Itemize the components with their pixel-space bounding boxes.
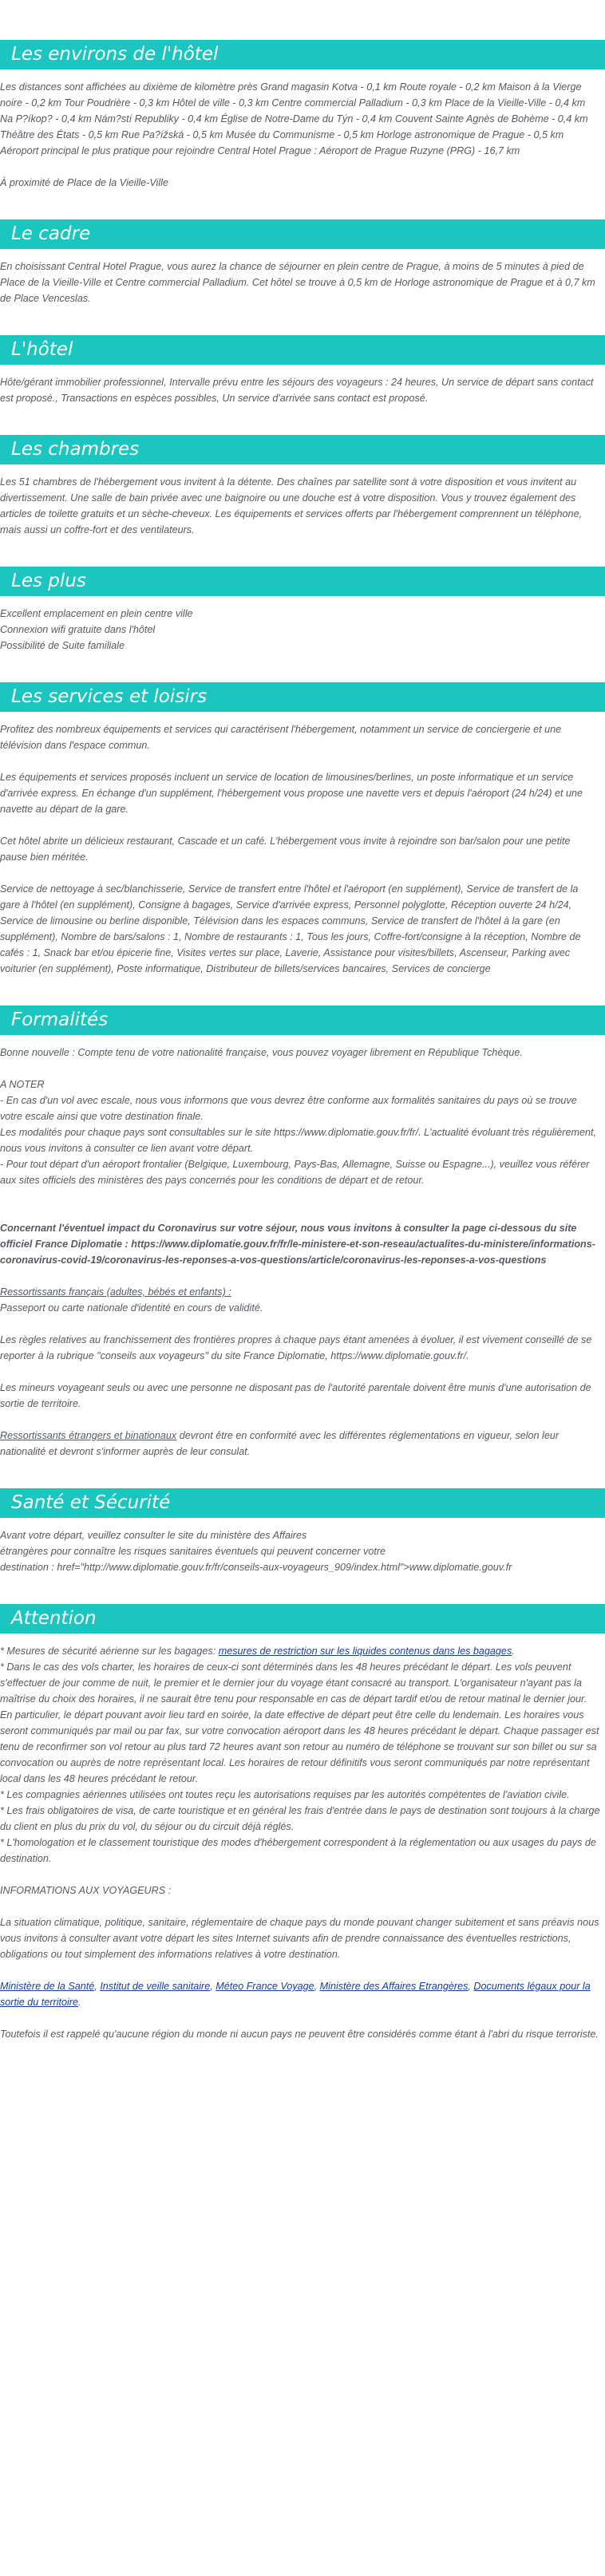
luggage-notice [0, 1643, 600, 1659]
section-title-sante: Santé et Sécurité [0, 1488, 605, 1518]
link-separator: , [94, 1981, 101, 1992]
useful-links [0, 1978, 600, 2010]
section-environs [0, 40, 605, 219]
section-plus [0, 567, 605, 682]
distances-text: Les distances sont affichées au dixième de kilomètre près Grand magasin Kotva - 0,1 km Route royale - 0,2 km Maison à la Vierge noire - 0,2 km Tour Poudrière - 0,3 km Hôtel de ville - 0,3 km Centre commercial Palladium - 0,3 km Place de la Vieille-Ville - 0,4 km Na P?íkop? - 0,4 km Nám?stí Republiky - 0,4 km Église de Notre-Dame du Týn - 0,4 km Couvent Sainte Agnès de Bohème - 0,4 km Théâtre des États - 0,5 km Rue Pa?ížská - 0,5 km Musée du Communisme - 0,5 km Horloge astronomique de Prague - 0,5 km Aéroport principal le plus pratique pour rejoindre Central Hotel Prague : Aéroport de Prague Ruzyne (PRG) - 16,7 km [0, 81, 588, 156]
legal-documents-link[interactable]: Documents légaux pour la sortie du territoire [0, 1981, 591, 2008]
services-list: Service de nettoyage à sec/blanchisserie, Service de transfert entre l'hôtel et l'aéroport (en supplément), Service de transfert de la gare à l'hôtel (en supplément), Consigne à bagages, Service d'arrivée express, Personnel polyglotte, Réception ouverte 24 h/24, Service de limousine ou berline disponible, Télévision dans les espaces communs, Service de transfert de l'hôtel à la gare (en supplément), Nombre de bars/salons : 1, Nombre de restaurants : 1, Tous les jours, Coffre-fort/consigne à la réception, Nombre de cafés : 1, Snack bar et/ou épicerie fine, Visites vertes sur place, Laverie, Assistance pour visites/billets, Ascenseur, Parking avec voiturier (en supplément), Poste informatique, Distributeur de billets/services bancaires, Services de concierge [0, 883, 581, 974]
rating-notice: * L'homologation et le classement touristique des modes d'hébergement correspondent à la réglementation ou aux usages du pays de destination. [0, 1837, 596, 1864]
link-separator: , [210, 1981, 216, 1992]
section-title-environs: Les environs de l'hôtel [0, 40, 605, 69]
section-title-hotel: L'hôtel [0, 335, 605, 365]
section-title-formalites: Formalités [0, 1006, 605, 1035]
section-sante [0, 1488, 605, 1604]
proximity-text: À proximité de Place de la Vieille-Ville [0, 177, 168, 188]
section-formalites [0, 1006, 605, 1488]
section-attention [0, 1604, 605, 2042]
foreign-nationals-heading: Ressortissants étrangers et binationaux [0, 1430, 177, 1441]
note-line: - Pour tout départ d'un aéroport frontalier (Belgique, Luxembourg, Pays-Bas, Allemagne, Suisse ou Espagne...), veuillez vous référer aux sites officiels des ministères des pays concernés pour les conditions de départ et de retour. [0, 1159, 590, 1186]
section-services [0, 682, 605, 1006]
charter-notice: * Dans le cas des vols charter, les horaires de ceux-ci sont déterminés dans les 48 heures précédant le départ. Les vols peuvent s'effectuer de jour comme de nuit, le premier et le dernier jour du voyage étant consacré au transport. L'organisateur n'ayant pas la maîtrise du choix des horaires, il ne saurait être tenu pour responsable en cas de départ tardif et/ou de retour matinal le dernier jour. En particulier, le départ pouvant avoir lieu tard en soirée, la date effective de départ peut être celle du lendemain. Les horaires vous seront communiqués par mail ou par fax, sur votre convocation aéroport dans les 48 heures précédant le départ. Chaque passager est tenu de reconfirmer son vol retour au plus tard 72 heures avant son retour au numéro de téléphone se trouvant sur son billet ou sur sa convocation ou auprès de notre représentant local. Les horaires de retour définitifs vous seront communiqués par notre représentant local dans les 48 heures précédant le retour. [0, 1661, 599, 1784]
airlines-notice: * Les compagnies aériennes utilisées ont toutes reçu les autorisations requises par les autorités compétentes de l'aviation civile. [0, 1789, 570, 1800]
plus-item: Possibilité de Suite familiale [0, 640, 125, 651]
note-line: Les modalités pour chaque pays sont consultables sur le site https://www.diplomatie.gouv.fr/fr/. L'actualité évoluant très régulièrement, nous vous invitons à consulter ce lien avant votre départ. [0, 1127, 596, 1154]
french-nationals-text: Passeport ou carte nationale d'identité en cours de validité. [0, 1302, 263, 1314]
links-end: . [78, 1997, 81, 2008]
minors-text: Les mineurs voyageant seuls ou avec une personne ne disposant pas de l'autorité parentale doivent être munis d'une autorisation de sortie de territoire. [0, 1382, 591, 1409]
fees-notice: * Les frais obligatoires de visa, de carte touristique et en général les frais d'entrée dans le pays de destination sont toujours à la charge du client en plus du prix du vol, du séjour ou du circuit déjà réglés. [0, 1805, 600, 1832]
cadre-text: En choisissant Central Hotel Prague, vous aurez la chance de séjourner en plein centre de Prague, à moins de 5 minutes à pied de Place de la Vieille-Ville et Centre commercial Palladium. Cet hôtel se trouve à 0,5 km de Horloge astronomique de Prague et à 0,7 km de Place Venceslas. [0, 261, 595, 304]
info-text: La situation climatique, politique, sanitaire, réglementaire de chaque pays du monde pouvant changer subitement et sans préavis nous vous invitons à consulter avant votre départ les sites Internet suivants afin de prendre connaissance des éventuelles restrictions, obligations ou tout simplement des informations relatives à votre destination. [0, 1917, 599, 1960]
section-title-attention: Attention [0, 1604, 605, 1634]
formalites-intro: Bonne nouvelle : Compte tenu de votre nationalité française, vous pouvez voyager librement en République Tchèque. [0, 1047, 523, 1058]
link-separator: , [468, 1981, 474, 1992]
hotel-text: Hôte/gérant immobilier professionnel, Intervalle prévu entre les séjours des voyageurs : 24 heures, Un service de départ sans contact est proposé., Transactions en espèces possibles, Un service d'arrivée sans contact est proposé. [0, 377, 594, 404]
section-hotel [0, 335, 605, 435]
services-p2: Les équipements et services proposés incluent un service de location de limousines/berlines, un poste informatique et un service d'arrivée express. En échange d'un supplément, l'hébergement vous propose une navette vers et depuis l'aéroport (24 h/24) et une navette au départ de la gare. [0, 772, 583, 815]
note-title: A NOTER [0, 1079, 45, 1090]
plus-item: Excellent emplacement en plein centre ville [0, 608, 193, 619]
services-p3: Cet hôtel abrite un délicieux restaurant, Cascade et un café. L'hébergement vous invite à rejoindre son bar/salon pour une petite pause bien méritée. [0, 836, 571, 863]
french-nationals-heading: Ressortissants français (adultes, bébés et enfants) : [0, 1286, 231, 1298]
plus-item: Connexion wifi gratuite dans l'hôtel [0, 624, 156, 635]
chambres-text: Les 51 chambres de l'hébergement vous invitent à la détente. Des chaînes par satellite sont à votre disposition et vous invitent au divertissement. Une salle de bain privée avec une baignoire ou une douche est à votre disposition. Vous y trouvez également des articles de toilette gratuits et un sèche-cheveux. Les équipements et services offerts par l'hébergement comprennent un téléphone, mais aussi un coffre-fort et des ventilateurs. [0, 476, 583, 535]
foreign-nationals-text [0, 1428, 600, 1460]
terrorism-notice: Toutefois il est rappelé qu'aucune région du monde ni aucun pays ne peuvent être considérés comme étant à l'abri du risque terroriste. [0, 2029, 599, 2040]
weather-link[interactable]: Méteo France Voyage [216, 1981, 314, 1992]
note-line: - En cas d'un vol avec escale, nous vous informons que vous devrez être conforme aux formalités sanitaires du pays où se trouve votre escale ainsi que votre destination finale. [0, 1095, 577, 1122]
sante-line: destination : href="http://www.diplomatie.gouv.fr/fr/conseils-aux-voyageurs_909/index.html">www.diplomatie.gouv.fr [0, 1562, 512, 1573]
section-title-chambres: Les chambres [0, 435, 605, 464]
luggage-prefix: * Mesures de sécurité aérienne sur les bagages: [0, 1646, 219, 1657]
section-title-cadre: Le cadre [0, 219, 605, 249]
section-title-plus: Les plus [0, 567, 605, 596]
borders-text: Les règles relatives au franchissement des frontières propres à chaque pays étant amenées à évoluer, il est vivement conseillé de se reporter à la rubrique "conseils aux voyageurs" du site France Diplomatie, https://www.diplomatie.gouv.fr/. [0, 1334, 592, 1361]
health-watch-link[interactable]: Institut de veille sanitaire [100, 1981, 211, 1992]
section-cadre [0, 219, 605, 335]
liquids-restriction-link[interactable]: mesures de restriction sur les liquides contenus dans les bagages [218, 1646, 512, 1657]
covid-notice: Concernant l'éventuel impact du Coronavirus sur votre séjour, nous vous invitons à consulter la page ci-dessous du site officiel France Diplomatie : https://www.diplomatie.gouv.fr/fr/le-ministere-et-son-reseau/actualites-du-ministere/informations-coronavirus-covid-19/coronavirus-les-reponses-a-vos-questions/article/coronavirus-les-reponses-a-vos-questions [0, 1223, 595, 1266]
section-title-services: Les services et loisirs [0, 682, 605, 712]
link-separator: , [314, 1981, 320, 1992]
sante-line: Avant votre départ, veuillez consulter le site du ministère des Affaires [0, 1530, 307, 1541]
health-ministry-link[interactable]: Ministère de la Santé [0, 1981, 95, 1992]
luggage-suffix: . [512, 1646, 515, 1657]
foreign-affairs-link[interactable]: Ministère des Affaires Etrangères [319, 1981, 469, 1992]
sante-line: étrangères pour connaître les risques sanitaires éventuels qui peuvent concerner votre [0, 1546, 386, 1557]
services-p1: Profitez des nombreux équipements et services qui caractérisent l'hébergement, notamment un service de conciergerie et une télévision dans l'espace commun. [0, 724, 562, 751]
section-chambres [0, 435, 605, 567]
info-title: INFORMATIONS AUX VOYAGEURS : [0, 1885, 172, 1896]
foreign-nationals-body: devront être en conformité avec les différentes réglementations en vigueur, selon leur nationalité et devront s'informer auprès de leur consulat. [0, 1430, 560, 1457]
